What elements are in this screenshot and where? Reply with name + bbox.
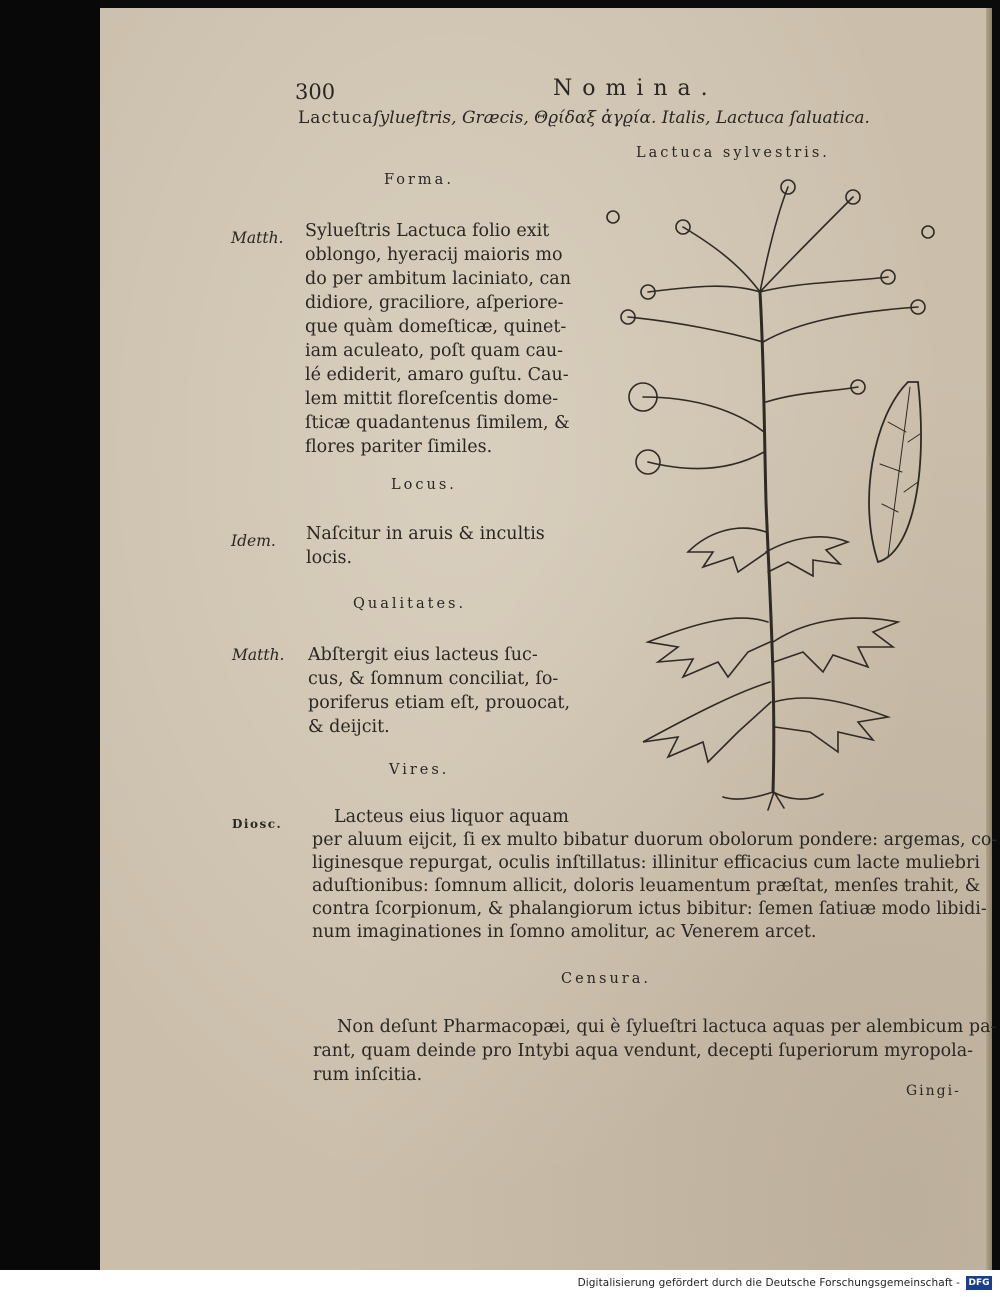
text-line: lem mittit floreſcentis dome- xyxy=(305,389,559,409)
text-line: contra ſcorpionum, & phalangiorum ictus bibitur: ſemen ſatiuæ modo libidi- xyxy=(312,899,987,919)
text-line: didiore, graciliore, aſperiore- xyxy=(305,293,564,313)
heading-locus: Locus. xyxy=(391,477,457,493)
paragraph-censura xyxy=(313,1015,996,1087)
figure-caption: Lactuca sylvestris. xyxy=(636,145,830,161)
heading-vires: Vires. xyxy=(389,762,450,778)
text-line: Sylueſtris Lactuca folio exit xyxy=(305,221,550,241)
dfg-logo: DFG xyxy=(966,1276,992,1290)
heading-qualitates: Qualitates. xyxy=(353,596,467,612)
text-line: & deijcit. xyxy=(308,717,390,737)
text-line: per aluum eijcit, ſi ex multo bibatur duorum obolorum pondere: argemas, co- xyxy=(312,830,998,850)
wild-lettuce-woodcut-illustration xyxy=(588,172,966,812)
text-line: rum inſcitia. xyxy=(313,1065,423,1085)
heading-forma: Forma. xyxy=(384,172,454,188)
text-line: Naſcitur in aruis & incultis xyxy=(306,524,545,544)
name-line-rest: ſylueſtris, Græcis, Θϱίδαξ ἀγϱία. Italis, Lactuca ſaluatica. xyxy=(373,108,870,128)
paragraph-forma xyxy=(305,219,571,459)
paragraph-vires xyxy=(312,806,997,944)
text-line: locis. xyxy=(306,548,353,568)
margin-note-qualitates: Matth. xyxy=(232,646,285,664)
paragraph-qualitates xyxy=(308,643,570,739)
text-line: cus, & ſomnum conciliat, ſo- xyxy=(308,669,559,689)
text-line: poriferus etiam eſt, prouocat, xyxy=(308,693,571,713)
footer-credit: Digitalisierung gefördert durch die Deutsche Forschungsgemeinschaft - xyxy=(577,1277,960,1289)
scanner-background xyxy=(0,0,100,1270)
margin-note-vires: Diosc. xyxy=(232,817,283,831)
text-line: lé ediderit, amaro guſtu. Cau- xyxy=(305,365,569,385)
text-line: Lacteus eius liquor aquam xyxy=(334,807,569,827)
name-line-lead: Lactuca xyxy=(298,108,374,128)
text-line: num imaginationes in ſomno amolitur, ac Venerem arcet. xyxy=(312,922,817,942)
text-line: flores pariter ſimiles. xyxy=(305,437,493,457)
running-head: Nomina. xyxy=(553,76,718,101)
text-line: Abſtergit eius lacteus ſuc- xyxy=(308,645,538,665)
heading-censura: Censura. xyxy=(561,971,651,987)
text-line: aduſtionibus: ſomnum allicit, doloris leuamentum præſtat, menſes trahit, & xyxy=(312,876,981,896)
footer-bar xyxy=(0,1270,1000,1297)
text-line: do per ambitum laciniato, can xyxy=(305,269,572,289)
name-line xyxy=(298,108,870,128)
catchword: Gingi- xyxy=(906,1083,961,1099)
text-line: iam aculeato, poſt quam cau- xyxy=(305,341,564,361)
margin-note-locus: Idem. xyxy=(231,532,276,550)
text-line: rant, quam deinde pro Intybi aqua vendunt, decepti ſuperiorum myropola- xyxy=(313,1041,974,1061)
page-number: 300 xyxy=(295,80,336,104)
text-line: Non deſunt Pharmacopæi, qui è ſylueſtri lactuca aquas per alembicum pa- xyxy=(337,1017,997,1037)
margin-note-forma: Matth. xyxy=(231,229,284,247)
text-line: oblongo, hyeracij maioris mo xyxy=(305,245,563,265)
text-line: ſticæ quadantenus ſimilem, & xyxy=(305,413,570,433)
text-line: que quàm domeſticæ, quinet- xyxy=(305,317,567,337)
text-line: liginesque repurgat, oculis inſtillatus: illinitur efficacius cum lacte muliebri xyxy=(312,853,980,873)
paragraph-locus xyxy=(306,522,545,570)
